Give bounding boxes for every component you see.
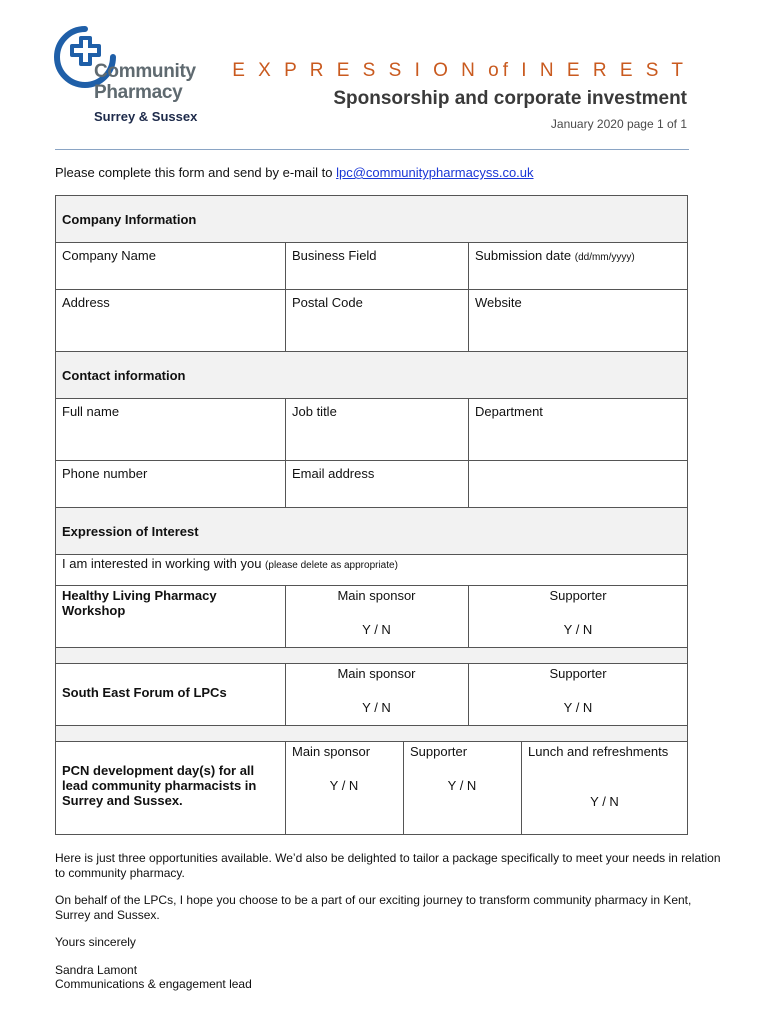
submission-date-field[interactable] <box>468 242 688 269</box>
contact-information-heading: Contact information <box>55 351 688 398</box>
hlp-main-sponsor-yn[interactable]: Y / N <box>362 622 391 637</box>
table-border <box>55 195 688 196</box>
signatory-name: Sandra Lamont <box>55 963 138 977</box>
company-information-heading: Company Information <box>55 195 688 242</box>
hlp-supporter-label: Supporter <box>549 588 607 603</box>
submission-date-format: (dd/mm/yyyy) <box>574 252 635 263</box>
spacer-row <box>55 725 688 741</box>
address-field[interactable]: Address <box>62 295 110 310</box>
footer-paragraph-journey: On behalf of the LPCs, I hope you choose to be a part of our exciting journey to transform community pharmacy in Kent, Surrey and Sussex. <box>55 893 692 922</box>
signatory-role: Communications & engagement lead <box>55 977 252 991</box>
table-border <box>55 585 688 586</box>
south-east-forum-label: South East Forum of LPCs <box>62 685 227 700</box>
table-border <box>55 195 56 835</box>
header-divider <box>55 149 689 150</box>
table-border <box>55 554 688 555</box>
community-pharmacy-logo <box>54 26 224 126</box>
expression-of-interest-heading: Expression of Interest <box>55 507 688 554</box>
company-name-field[interactable]: Company Name <box>62 248 156 263</box>
table-border <box>55 398 688 399</box>
pcn-main-sponsor-yn[interactable]: Y / N <box>329 778 359 793</box>
document-date-page: January 2020 page 1 of 1 <box>550 117 687 131</box>
sef-supporter-label: Supporter <box>549 666 607 681</box>
department-field[interactable]: Department <box>475 404 543 419</box>
hlp-workshop-label: Healthy Living Pharmacy Workshop <box>62 588 217 618</box>
table-border <box>55 647 688 648</box>
table-border <box>687 195 688 835</box>
submission-date-label: Submission date <box>475 248 575 263</box>
postal-code-field[interactable]: Postal Code <box>292 295 363 310</box>
table-border <box>55 460 688 461</box>
table-border <box>468 398 469 507</box>
table-border <box>55 351 688 352</box>
pcn-lunch-label: Lunch and refreshments <box>528 744 669 759</box>
table-border <box>55 663 688 664</box>
interest-note-hint: (please delete as appropriate) <box>265 560 398 571</box>
intro-text <box>55 165 534 180</box>
pcn-supporter-label: Supporter <box>410 744 468 759</box>
table-border <box>521 741 522 835</box>
pcn-development-label: PCN development day(s) for all lead community pharmacists in Surrey and Sussex. <box>62 763 257 808</box>
spacer-row <box>55 647 688 663</box>
table-border <box>55 507 688 508</box>
table-border <box>468 663 469 725</box>
logo-line-region: Surrey & Sussex <box>94 109 198 124</box>
hlp-supporter-yn[interactable]: Y / N <box>563 622 593 637</box>
table-border <box>55 741 688 742</box>
table-border <box>468 242 469 351</box>
document-subtitle: Sponsorship and corporate investment <box>333 88 687 109</box>
job-title-field[interactable]: Job title <box>292 404 337 419</box>
table-border <box>285 242 286 351</box>
footer-closing: Yours sincerely <box>55 935 136 949</box>
table-border <box>55 242 688 243</box>
footer-paragraph-opportunities: Here is just three opportunities available. We’d also be delighted to tailor a package specifically to meet your needs in relation to community pharmacy. <box>55 851 721 880</box>
expression-form-table <box>55 195 688 835</box>
table-border <box>55 725 688 726</box>
table-border <box>55 289 688 290</box>
table-border <box>55 834 688 835</box>
logo-line-pharmacy: Pharmacy <box>94 82 183 103</box>
website-field[interactable]: Website <box>475 295 522 310</box>
interest-note <box>55 554 688 577</box>
pcn-supporter-yn[interactable]: Y / N <box>447 778 477 793</box>
phone-number-field[interactable]: Phone number <box>62 466 148 481</box>
email-address-field[interactable]: Email address <box>292 466 375 481</box>
pcn-lunch-yn[interactable]: Y / N <box>590 794 619 809</box>
sef-supporter-yn[interactable]: Y / N <box>563 700 593 715</box>
full-name-field[interactable]: Full name <box>62 404 120 419</box>
business-field-field[interactable]: Business Field <box>292 248 377 263</box>
table-border <box>403 741 404 835</box>
table-border <box>285 663 286 725</box>
empty-contact-cell[interactable] <box>468 460 688 507</box>
interest-note-text: I am interested in working with you <box>62 556 266 571</box>
document-title: E X P R E S S I O N of I N E R E S T <box>232 60 687 81</box>
logo-line-community: Community <box>94 61 196 82</box>
hlp-main-sponsor-label: Main sponsor <box>337 588 416 603</box>
sef-main-sponsor-yn[interactable]: Y / N <box>362 700 391 715</box>
intro-sentence: Please complete this form and send by e-mail to <box>55 165 337 180</box>
contact-email-link[interactable]: lpc@communitypharmacyss.co.uk <box>336 165 534 180</box>
table-border <box>285 741 286 835</box>
pcn-main-sponsor-label: Main sponsor <box>292 744 371 759</box>
table-border <box>285 398 286 507</box>
sef-main-sponsor-label: Main sponsor <box>337 666 416 681</box>
table-border <box>285 585 286 647</box>
table-border <box>468 585 469 647</box>
